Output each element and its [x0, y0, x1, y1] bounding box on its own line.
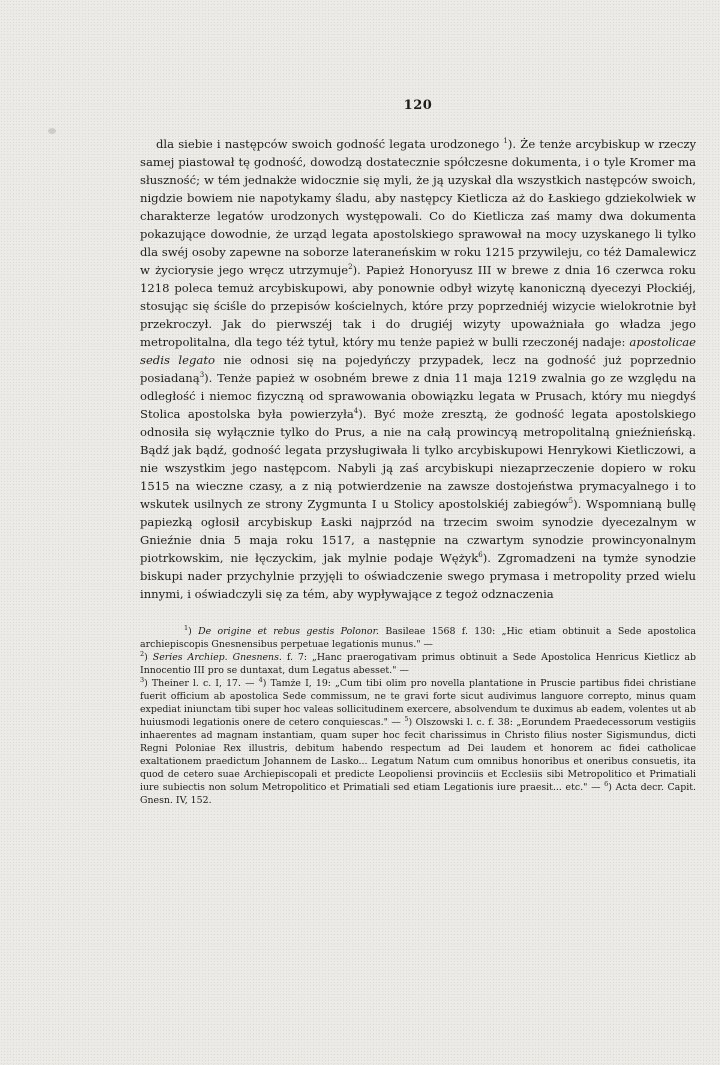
- text-segment: nie odnosi się na pojedyńczy przypadek, lecz na godność już poprzednio posiadaną: [140, 353, 696, 385]
- footnote-ref[interactable]: 4: [353, 407, 359, 416]
- footnote-ref[interactable]: 1: [503, 137, 508, 146]
- footnote-text: ) Theiner l. c. I, 17. —: [144, 678, 255, 689]
- text-segment: ). Że tenże arcybiskup w rzeczy samej piastował tę godność, dowodzą dostatecznie spółczesne dokumenta, i o tyle Kromer ma słuszność; w tém jednakże widocznie się myli, że ją uzyskał dla wszystkich następców swoich, nigdzie bowiem nie napotykamy śladu, aby następcy Kietlicza aż do Łaskiego gdziekolwiek w charakterze legatów urodzonych występowali. Co do Kietlicza zaś mamy dwa dokumenta pokazujące dowodnie, że urząd legata apostolskiego sprawował na mocy uzyskanego li tylko dla swéj osoby zapewne na soborze lateraneńskim w roku 1215 przywileju, co téż Damalewicz w życiorysie jego wręcz utrzymuje: [140, 137, 696, 277]
- footnote-text: ): [144, 652, 148, 663]
- page-number: 120: [403, 98, 433, 113]
- footnote-text: ) Acta decr. Capit. Gnesn. IV, 152.: [140, 782, 697, 806]
- footnote-label: 5: [404, 714, 409, 723]
- footnote-ref[interactable]: 5: [568, 497, 574, 506]
- footnote-label: 2: [140, 649, 145, 658]
- footnote-text: f. 7: „Hanc praerogativam primus obtinuit a Sede Apostolica Henricus Kietlicz ab Innocentio III pro se duntaxat, dum Legatus abesset." —: [140, 652, 696, 676]
- book-page: [140, 98, 696, 807]
- footnotes-block: [140, 625, 696, 807]
- footnote-label: 4: [258, 675, 263, 684]
- footnote-text: ) Tamże I, 19: „Cum tibi olim pro novella plantatione in Pruscie partibus fidei christiane fuerit officium ab apostolica Sede commissum, ne te gravi forte sicut audivimus languore correpto, minus quam expediat iniunctam tibi super hoc valeas sollicitudinem exercere, absolvendum te duximus ab eadem, volentes ut ab huiusmodi legationis onere de cetero conquiescas." —: [140, 678, 697, 728]
- italic-phrase: apostolicae sedis legato: [140, 335, 696, 367]
- text-segment: dla siebie i następców swoich godność legata urodzonego: [156, 137, 500, 151]
- footnote-title: Series Archiep. Gnesnens.: [152, 652, 282, 663]
- text-segment: ). Zgromadzeni na tymże synodzie biskupi nader przychylnie przyjęli to oświadczenie swego prymasa i metropolity przed wielu innymi, i oświadczyli się za tém, aby wypływające z tegoż odznaczenia: [140, 551, 696, 601]
- text-segment: ). Tenże papież w osobném brewe z dnia 11 maja 1219 zwalnia go ze względu na odległość i niemoc fizyczną od sprawowania obowiązku legata w Prusach, który mu niegdyś Stolica apostolska była powierzyła: [140, 371, 696, 421]
- page-smudge: [48, 128, 56, 134]
- text-segment: ). Papież Honoryusz III w brewe z dnia 16 czerwca roku 1218 poleca temuż arcybiskupowi, aby ponownie odbył wizytę kanoniczną dyecezyi Płockiéj, stosując się ściśle do przepisów kościelnych, które przy poprzedniéj wizycie wielokrotnie był przekroczył. Jak do pierwszéj tak i do drugiéj wizyty upoważniała go władza jego metropolitalna, dla tego téż tytuł, który mu tenże papież w bulli rzeczonéj nadaje:: [140, 263, 696, 349]
- text-segment: ). Wspomnianą bullę papiezką ogłosił arcybiskup Łaski najprzód na trzecim swoim synodzie dyecezalnym w Gnieźnie dnia 5 maja roku 1517, a następnie na czwartym synodzie prowincyonalnym piotrkowskim, nie łęczyckim, jak mylnie podaje Wężyk: [140, 497, 696, 565]
- footnote-label: 6: [604, 779, 609, 788]
- footnote-title: De origine et rebus gestis Polonor.: [198, 626, 379, 637]
- footnote-label: 3: [140, 675, 145, 684]
- footnote: [140, 625, 696, 807]
- footnote-ref[interactable]: 6: [478, 551, 483, 560]
- footnote-ref[interactable]: 2: [348, 263, 353, 272]
- footnote-label: 1: [184, 623, 189, 632]
- text-segment: ). Być może zresztą, że godność legata apostolskiego odnosiła się wyłącznie tylko do Prus, a nie na całą prowincyą metropolitalną gnieźnieńską. Bądź jak bądź, godność legata przysługiwała li tylko arcybiskupowi Henrykowi Kietliczowi, a nie wszystkim jego następcom. Nabyli ją zaś arcybiskupi niezaprzeczenie dopiero w roku 1515 na wieczne czasy, a z nią potwierdzenie na zawsze dostojeństwa prymacyalnego i to wskutek usilnych ze strony Zygmunta I u Stolicy apostolskiéj zabiegów: [140, 407, 696, 511]
- footnote-ref[interactable]: 3: [199, 371, 205, 380]
- footnote-text: Basileae 1568 f. 130: „Hic etiam obtinuit a Sede apostolica archiepiscopis Gnesnensibus perpetuae legationis munus." —: [140, 626, 696, 650]
- footnote-text: ): [188, 626, 192, 637]
- main-paragraph: [140, 135, 696, 603]
- footnote-text: ) Olszowski l. c. f. 38: „Eorundem Praedecessorum vestigiis inhaerentes ad magnam instantiam, quam super hoc fecit charissimus in Christo filius noster Sigismundus, dicti Regni Poloniae Rex illustris, debitum habendo respectum ad Dei laudem et honorem ac fidei catholicae exaltationem praedictum Johannem de Lasko... Legatum Natum cum omnibus honoribus et oneribus consuetis, ita quod de cetero suae Archiepiscopali et predicte Leopoliensi provinciis et Ecclesiis sibi Metropolitico et Primatiali iure subiectis non solum Metropolitico et Primatiali sed etiam Legationis iure praesit... etc." —: [140, 717, 696, 793]
